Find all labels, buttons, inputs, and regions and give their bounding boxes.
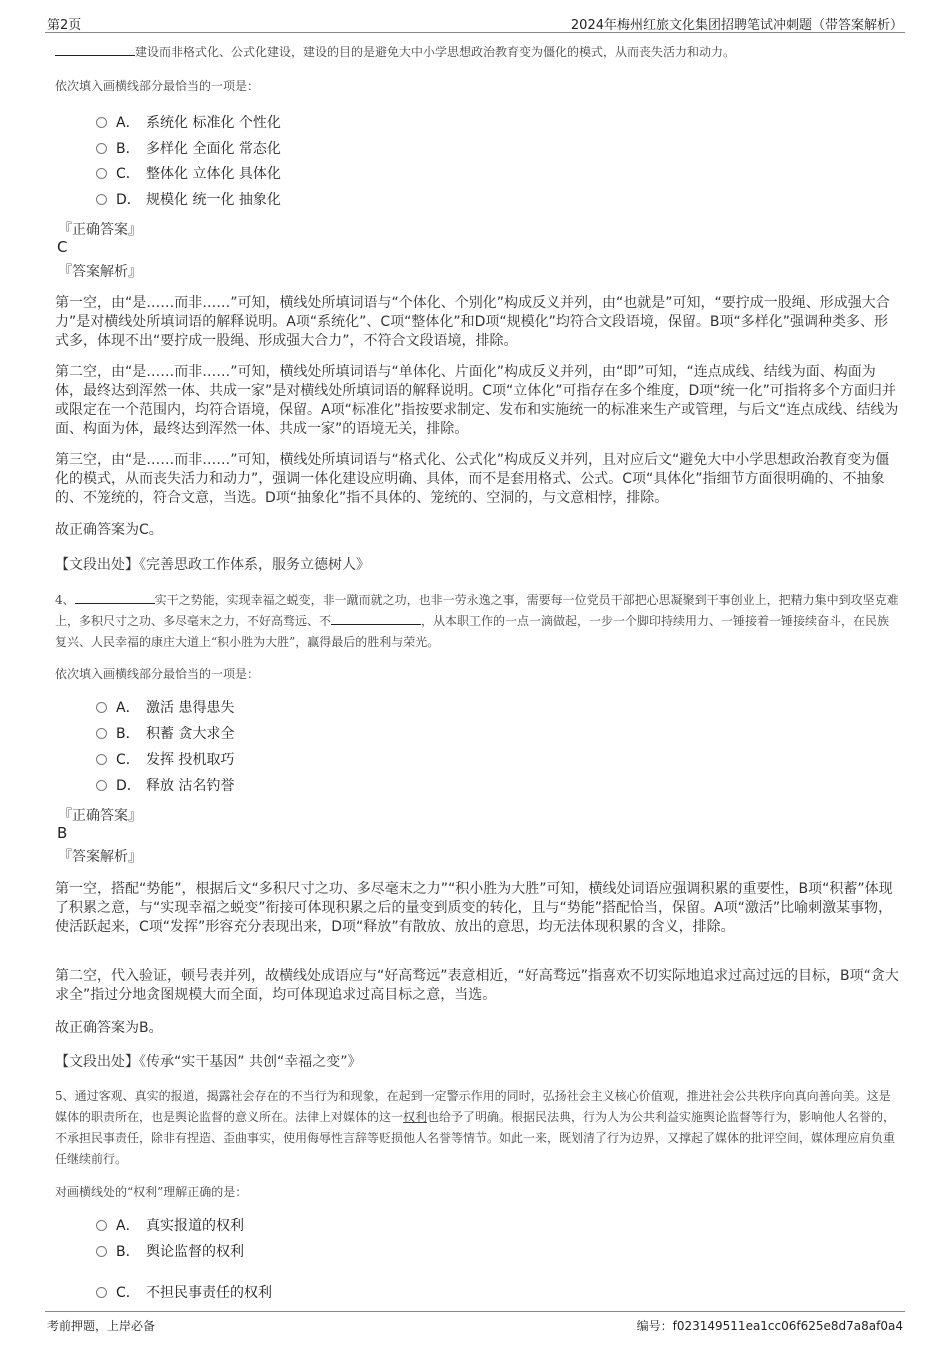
q4-analysis-p2: 第二空，代入验证，顿号表并列，故横线处成语应与“好高骛远”表意相近，“好高骛远”指喜欢不切实际地追求过高过远的目标，B项“贪大求全”指过分地贪图规模大而全面，均可体现追求过高目标之意，当选。: [55, 968, 899, 1003]
q3-option-c[interactable]: C． 整体化 立体化 具体化: [96, 164, 281, 184]
radio-icon[interactable]: [96, 702, 107, 713]
answer-blank: [75, 590, 155, 604]
document-id: 编号：f023149511ea1cc06f625e8d7a8af0a4: [636, 1319, 903, 1333]
footer-slogan: 考前押题，上岸必备: [47, 1319, 156, 1333]
q4-analysis-p1: 第一空，搭配“势能”，根据后文“多积尺寸之功、多尽毫末之力”“积小胜为大胜”可知，横线处词语应强调积累的重要性，B项“积蓄”体现了积累之意，与“实现幸福之蜕变”衔接可体现积累之后的量变到质变的转化，且与“势能”搭配恰当，保留。A项“激活”比喻刺激某事物，使活跃起来，C项“发挥”形容充分表现出来，D项“释放”有散放、放出的意思，均无法体现积累的含义，排除。: [55, 881, 893, 935]
radio-icon[interactable]: [96, 780, 107, 791]
underlined-term: 权利: [403, 1110, 428, 1124]
radio-icon[interactable]: [96, 1246, 107, 1257]
q3-analysis-p2: 第二空，由“是……而非……”可知，横线处所填词语与“单体化、片面化”构成反义并列，由“即”可知，“连点成线、结线为面、构面为体，最终达到浑然一体、共成一家”是对横线处所填词语的解释说明。C项“立体化”可指存在多个维度，D项“统一化”可指将多个方面归并或限定在一个范围内，均符合语境，保留。A项“标准化”指按要求制定、发布和实施统一的标准来生产或管理，与后文“连点成线、结线为面、构面为体，最终达到浑然一体、共成一家”的语境无关，排除。: [55, 364, 899, 437]
q3-option-a[interactable]: A． 系统化 标准化 个性化: [96, 113, 281, 133]
q4-answer: B: [57, 824, 68, 842]
q3-stem: [55, 42, 900, 63]
page-footer: [45, 1311, 905, 1336]
radio-icon[interactable]: [96, 143, 107, 154]
q3-answer-label: 『正确答案』: [58, 222, 142, 238]
q4-answer-label: 『正确答案』: [58, 808, 142, 824]
q3-answer: C: [57, 238, 68, 256]
radio-icon[interactable]: [96, 1220, 107, 1231]
q3-analysis-p1: 第一空，由“是……而非……”可知，横线处所填词语与“个体化、个别化”构成反义并列，由“也就是”可知，“要拧成一股绳、形成强大合力”是对横线处所填词语的解释说明。A项“系统化”、C项“整体化”和D项“规模化”均符合文段语境，保留。B项“多样化”强调种类多、形式多，体现不出“要拧成一股绳、形成强大合力”，不符合文段语境，排除。: [55, 295, 890, 349]
radio-icon[interactable]: [96, 728, 107, 739]
q3-analysis-label: 『答案解析』: [58, 264, 142, 280]
q4-option-a[interactable]: A． 激活 患得患失: [96, 698, 234, 718]
q4-prompt: 依次填入画横线部分最恰当的一项是：: [55, 667, 260, 681]
q3-analysis-p3: 第三空，由“是……而非……”可知，横线处所填词语与“格式化、公式化”构成反义并列，且对应后文“避免大中小学思想政治教育变为僵化的模式，从而丧失活力和动力”，强调一体化建设应明确、具体，而不是套用格式、公式。C项“具体化”指细节方面很明确的、不抽象的、不笼统的，符合文意，当选。D项“抽象化”指不具体的、笼统的、空洞的，与文意相悖，排除。: [55, 452, 890, 506]
q3-stem-text: 建设而非格式化、公式化建设，建设的目的是避免大中小学思想政治教育变为僵化的模式，从而丧失活力和动力。: [135, 45, 736, 59]
radio-icon[interactable]: [96, 1287, 107, 1298]
q5-option-b[interactable]: B． 舆论监督的权利: [96, 1242, 244, 1262]
q4-option-c[interactable]: C． 发挥 投机取巧: [96, 750, 234, 770]
q4-option-b[interactable]: B． 积蓄 贪大求全: [96, 724, 234, 744]
q3-conclusion: 故正确答案为C。: [55, 522, 163, 538]
q4-analysis-label: 『答案解析』: [58, 849, 142, 865]
q3-option-b[interactable]: B． 多样化 全面化 常态化: [96, 139, 281, 159]
answer-blank: [331, 611, 421, 625]
document-title: 2024年梅州红旅文化集团招聘笔试冲刺题（带答案解析）: [570, 18, 903, 33]
page-header: [45, 10, 905, 33]
page-number: 第2页: [47, 18, 82, 33]
radio-icon[interactable]: [96, 117, 107, 128]
q4-stem: 4、 实干之势能，实现幸福之蜕变，非一蹴而就之功，也非一劳永逸之事，需要每一位党员干部把心思凝聚到干事创业上，把精力集中到攻坚克难上，多积尺寸之功、多尽毫末之力，不好高骛远、不 ，从本职工作的一点一滴做起，一步一个脚印持续用力、一锤接着一锤接续奋斗，在民族复兴、人民幸福的康庄大道上“积小胜为大胜”，赢得最后的胜利与荣光。: [55, 590, 900, 653]
radio-icon[interactable]: [96, 168, 107, 179]
q4-option-d[interactable]: D． 释放 沽名钓誉: [96, 776, 234, 796]
q5-stem: 5、通过客观、真实的报道，揭露社会存在的不当行为和现象，在起到一定警示作用的同时，弘扬社会主义核心价值观，推进社会公共秩序向真向善向美。这是媒体的职责所在，也是舆论监督的意义所在。法律上对媒体的这一权利也给予了明确。根据民法典，行为人为公共利益实施舆论监督等行为，影响他人名誉的，不承担民事责任，除非有捏造、歪曲事实，使用侮辱性言辞等贬损他人名誉等情节。如此一来，既划清了行为边界，又撑起了媒体的批评空间，媒体理应肩负重任继续前行。: [55, 1089, 896, 1166]
radio-icon[interactable]: [96, 754, 107, 765]
q3-source: 【文段出处】《完善思政工作体系，服务立德树人》: [55, 557, 370, 573]
answer-blank: [55, 42, 135, 56]
radio-icon[interactable]: [96, 194, 107, 205]
q5-option-a[interactable]: A． 真实报道的权利: [96, 1216, 244, 1236]
q4-source: 【文段出处】《传承“实干基因” 共创“幸福之变”》: [55, 1054, 362, 1070]
q5-option-c[interactable]: C． 不担民事责任的权利: [96, 1283, 272, 1303]
q3-option-d[interactable]: D． 规模化 统一化 抽象化: [96, 190, 281, 210]
q3-prompt: 依次填入画横线部分最恰当的一项是：: [55, 79, 260, 93]
q4-conclusion: 故正确答案为B。: [55, 1020, 163, 1036]
q5-prompt: 对画横线处的“权利”理解正确的是：: [55, 1185, 248, 1199]
